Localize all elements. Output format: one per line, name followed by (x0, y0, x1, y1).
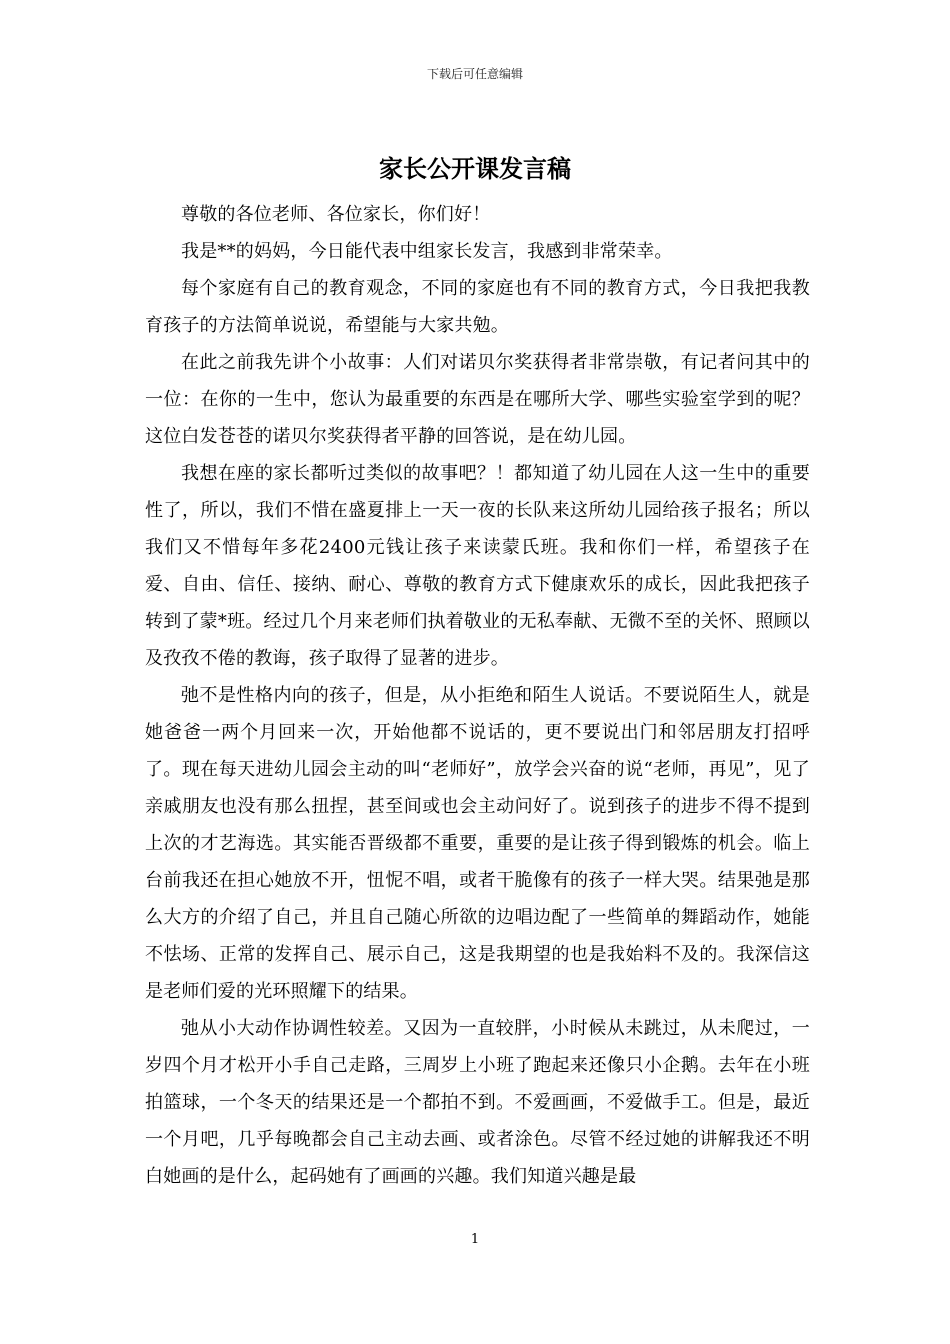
paragraph-child-progress: 弛不是性格内向的孩子，但是，从小拒绝和陌生人说话。不要说陌生人，就是她爸爸一两个月回来一次，开始他都不说话的，更不要说出门和邻居朋友打招呼了。现在每天进幼儿园会主动的叫“老师好”，放学会兴奋的说“老师，再见”，见了亲戚朋友也没有那么扭捏，甚至间或也会主动问好了。说到孩子的进步不得不提到上次的才艺海选。其实能否晋级都不重要，重要的是让孩子得到锻炼的机会。临上台前我还在担心她放不开，忸怩不唱，或者干脆像有的孩子一样大哭。结果弛是那么大方的介绍了自己，并且自己随心所欲的边唱边配了一些简单的舞蹈动作，她能不怯场、正常的发挥自己、展示自己，这是我期望的也是我始料不及的。我深信这是老师们爱的光环照耀下的结果。 (145, 685, 810, 1002)
document-title: 家长公开课发言稿 (379, 154, 571, 183)
paragraph-greeting: 尊敬的各位老师、各位家长，你们好！ (181, 204, 491, 225)
paragraph-motor-skills: 弛从小大动作协调性较差。又因为一直较胖，小时候从未跳过，从未爬过，一岁四个月才松开小手自己走路，三周岁上小班了跑起来还像只小企鹅。去年在小班拍篮球，一个冬天的结果还是一个都拍不到。不爱画画，不爱做手工。但是，最近一个月吧，几乎每晚都会自己主动去画、或者涂色。尽管不经过她的讲解我还不明白她画的是什么，起码她有了画画的兴趣。我们知道兴趣是最 (145, 1018, 810, 1187)
paragraph-education-views: 每个家庭有自己的教育观念，不同的家庭也有不同的教育方式，今日我把我教育孩子的方法简单说说，希望能与大家共勉。 (145, 278, 810, 336)
paragraph-nobel-story: 在此之前我先讲个小故事：人们对诺贝尔奖获得者非常崇敬，有记者问其中的一位：在你的一生中，您认为最重要的东西是在哪所大学、哪些实验室学到的呢？这位白发苍苍的诺贝尔奖获得者平静的回答说，是在幼儿园。 (145, 352, 810, 447)
paragraph-introduction: 我是**的妈妈，今日能代表中组家长发言，我感到非常荣幸。 (181, 241, 673, 262)
page-number: 1 (470, 1232, 480, 1247)
document-body (145, 196, 810, 1195)
page-header-note: 下载后可任意编辑 (426, 67, 523, 81)
paragraph-kindergarten-importance: 我想在座的家长都听过类似的故事吧？！都知道了幼儿园在人这一生中的重要性了，所以，我们不惜在盛夏排上一天一夜的长队来这所幼儿园给孩子报名；所以我们又不惜每年多花2400元钱让孩子来读蒙氏班。我和你们一样，希望孩子在爱、自由、信任、接纳、耐心、尊敬的教育方式下健康欢乐的成长，因此我把孩子转到了蒙*班。经过几个月来老师们执着敬业的无私奉献、无微不至的关怀、照顾以及孜孜不倦的教诲，孩子取得了显著的进步。 (145, 463, 810, 669)
